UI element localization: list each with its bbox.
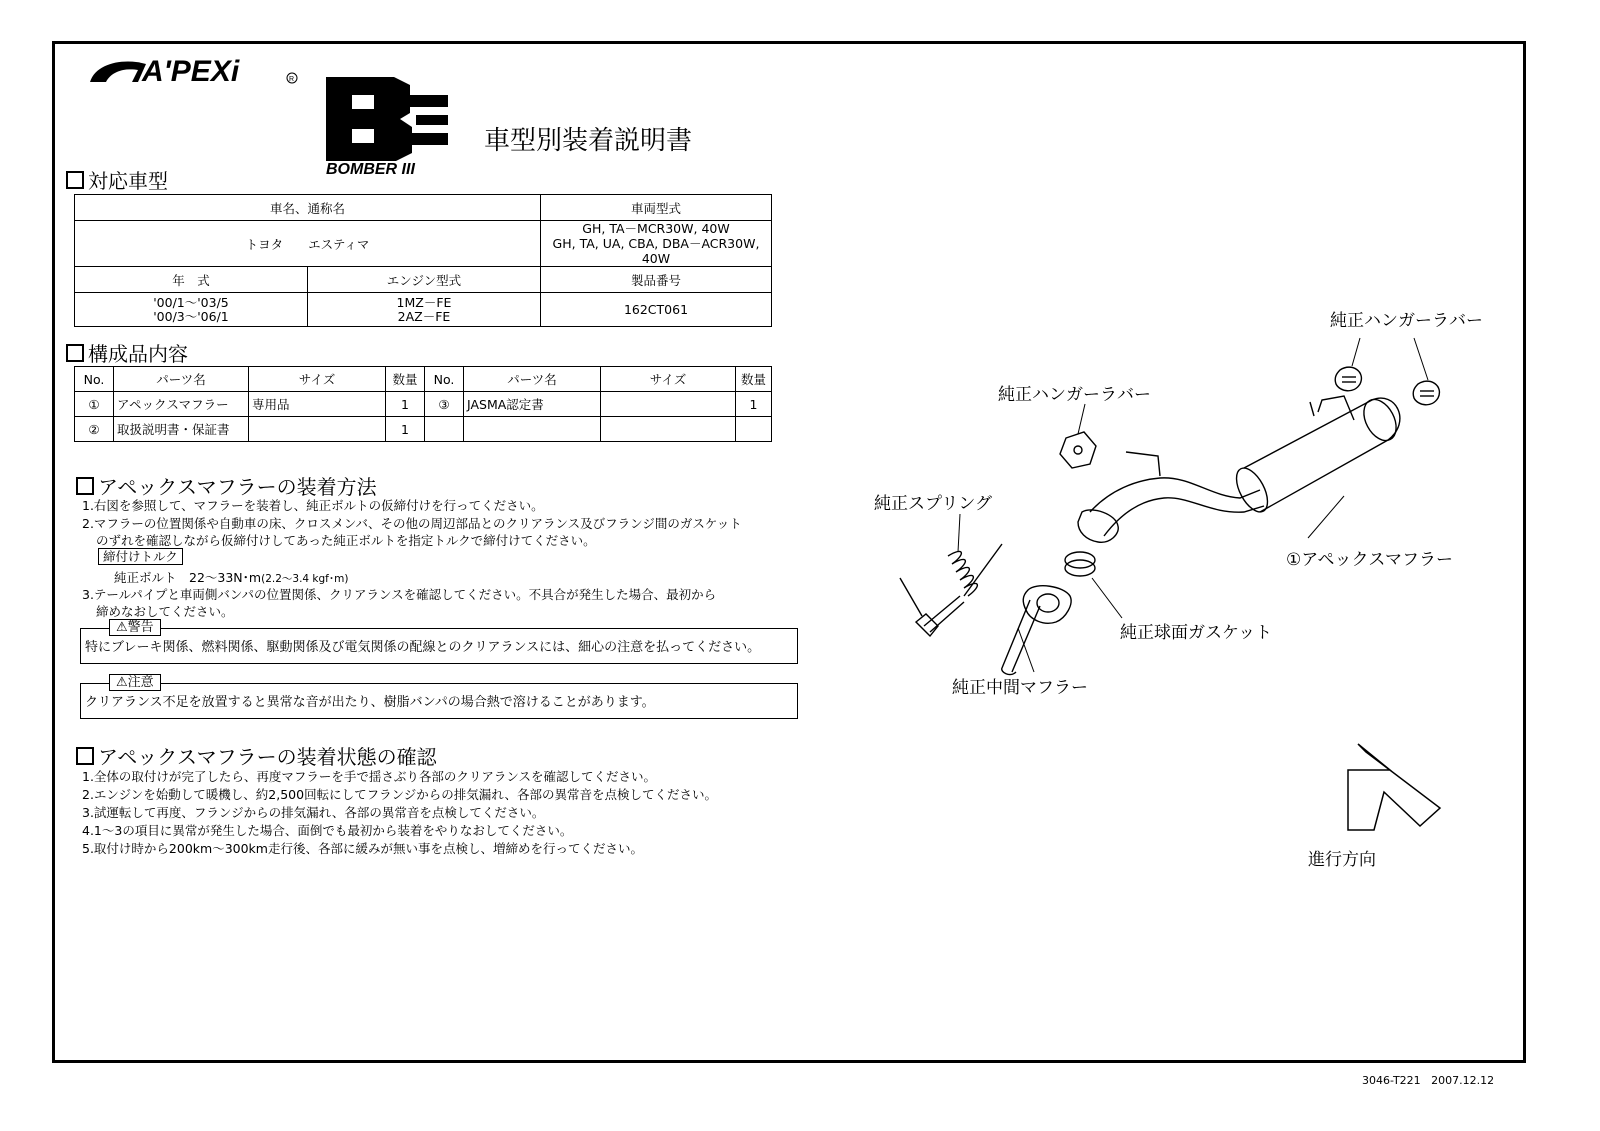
warning-text: 特にブレーキ関係、燃料関係、駆動関係及び電気関係の配線とのクリアランスには、細心の注意を払ってください。	[85, 640, 761, 655]
col-qty: 数量	[736, 367, 772, 392]
vehicle-table	[74, 194, 772, 327]
hanger-rubber-right-1	[1335, 367, 1361, 391]
document-title: 車型別装着説明書	[484, 126, 693, 156]
label-center-muffler: 純正中間マフラー	[952, 678, 1088, 698]
col-size: サイズ	[249, 367, 386, 392]
caution-label: ⚠注意	[109, 674, 161, 691]
install-step-2-cont: のずれを確認しながら仮締付けしてあった純正ボルトを指定トルクで締付けてください。	[96, 533, 596, 548]
label-hanger-rubber-left: 純正ハンガーラバー	[998, 385, 1151, 405]
install-step-1: 1.右図を参照して、マフラーを装着し、純正ボルトの仮締付けを行ってください。	[82, 498, 544, 513]
svg-text:A'PEXi: A'PEXi	[142, 55, 240, 86]
center-flange	[1023, 586, 1071, 624]
apexi-pipe	[1090, 478, 1260, 512]
checkbox-icon	[66, 171, 84, 189]
engines: 1MZ－FE 2AZ－FE	[308, 293, 541, 327]
check-step-1: 1.全体の取付けが完了したら、再度マフラーを手で揺さぶり各部のクリアランスを確認してください。	[82, 769, 657, 784]
label-direction: 進行方向	[1308, 850, 1376, 870]
svg-text:R: R	[289, 76, 295, 83]
exhaust-diagram	[860, 300, 1500, 880]
hanger-rubber-right-2	[1413, 381, 1439, 405]
section-title-vehicle: 対応車型	[66, 165, 168, 194]
label-spring: 純正スプリング	[874, 494, 992, 514]
warning-box	[80, 620, 798, 664]
caution-text: クリアランス不足を放置すると異常な音が出たり、樹脂バンパの場合熱で溶けることがあります。	[85, 695, 655, 710]
label-hanger-rubber-right: 純正ハンガーラバー	[1330, 311, 1483, 331]
install-step-3-cont: 締めなおしてください。	[96, 604, 234, 619]
spring	[948, 551, 977, 596]
torque-value: 純正ボルト 22～33N･m(2.2～3.4 kgf･m)	[114, 570, 349, 585]
section-title-install: アペックスマフラーの装着方法	[76, 471, 377, 500]
header-model-code: 車両型式	[541, 195, 772, 221]
table-row: ② 取扱説明書・保証書 1	[75, 417, 772, 442]
header-year: 年 式	[75, 267, 308, 293]
bolt	[924, 596, 964, 632]
apexi-logo	[86, 52, 301, 86]
torque-label: 締付けトルク	[98, 548, 183, 565]
bomber-logo	[324, 75, 454, 177]
section-title-check: アペックスマフラーの装着状態の確認	[76, 741, 437, 770]
caution-box	[80, 675, 798, 719]
table-row: ① アペックスマフラー 専用品 1 ③ JASMA認定書 1	[75, 392, 772, 417]
direction-arrow-icon	[1348, 744, 1440, 830]
col-qty: 数量	[386, 367, 425, 392]
label-apexi-muffler: ①アペックスマフラー	[1286, 550, 1454, 570]
install-step-2: 2.マフラーの位置関係や自動車の床、クロスメンバ、その他の周辺部品とのクリアランス及びフランジ間のガスケット	[82, 516, 742, 531]
parts-table	[74, 366, 772, 442]
checkbox-icon	[76, 477, 94, 495]
checkbox-icon	[66, 344, 84, 362]
checkbox-icon	[76, 747, 94, 765]
product-number: 162CT061	[541, 293, 772, 327]
install-step-3: 3.テールパイプと車両側バンパの位置関係、クリアランスを確認してください。不具合が発生した場合、最初から	[82, 587, 717, 602]
check-step-2: 2.エンジンを始動して暖機し、約2,500回転にしてフランジからの排気漏れ、各部の異常音を点検してください。	[82, 787, 718, 802]
col-size: サイズ	[601, 367, 736, 392]
model-codes: GH, TA－MCR30W, 40W GH, TA, UA, CBA, DBA－ACR30W, 40W	[541, 221, 772, 267]
hanger-rubber-left	[1060, 432, 1096, 468]
warning-label: ⚠警告	[109, 619, 161, 636]
col-part-name: パーツ名	[464, 367, 601, 392]
check-step-4: 4.1～3の項目に異常が発生した場合、面倒でも最初から装着をやりなおしてください。	[82, 823, 573, 838]
col-no: No.	[75, 367, 114, 392]
header-product-number: 製品番号	[541, 267, 772, 293]
label-gasket: 純正球面ガスケット	[1120, 623, 1273, 643]
car-name: トヨタ エスティマ	[75, 221, 541, 267]
header-engine: エンジン型式	[308, 267, 541, 293]
col-no: No.	[425, 367, 464, 392]
header-car-name: 車名、通称名	[75, 195, 541, 221]
col-part-name: パーツ名	[114, 367, 249, 392]
check-step-3: 3.試運転して再度、フランジからの排気漏れ、各部の異常音を点検してください。	[82, 805, 545, 820]
footer-doc-code: 3046-T221 2007.12.12	[1362, 1074, 1495, 1087]
section-title-contents: 構成品内容	[66, 338, 188, 367]
svg-text:BOMBER III: BOMBER III	[326, 161, 415, 177]
check-step-5: 5.取付け時から200km～300km走行後、各部に緩みが無い事を点検し、増締めを行ってください。	[82, 841, 643, 856]
years: '00/1～'03/5 '00/3～'06/1	[75, 293, 308, 327]
